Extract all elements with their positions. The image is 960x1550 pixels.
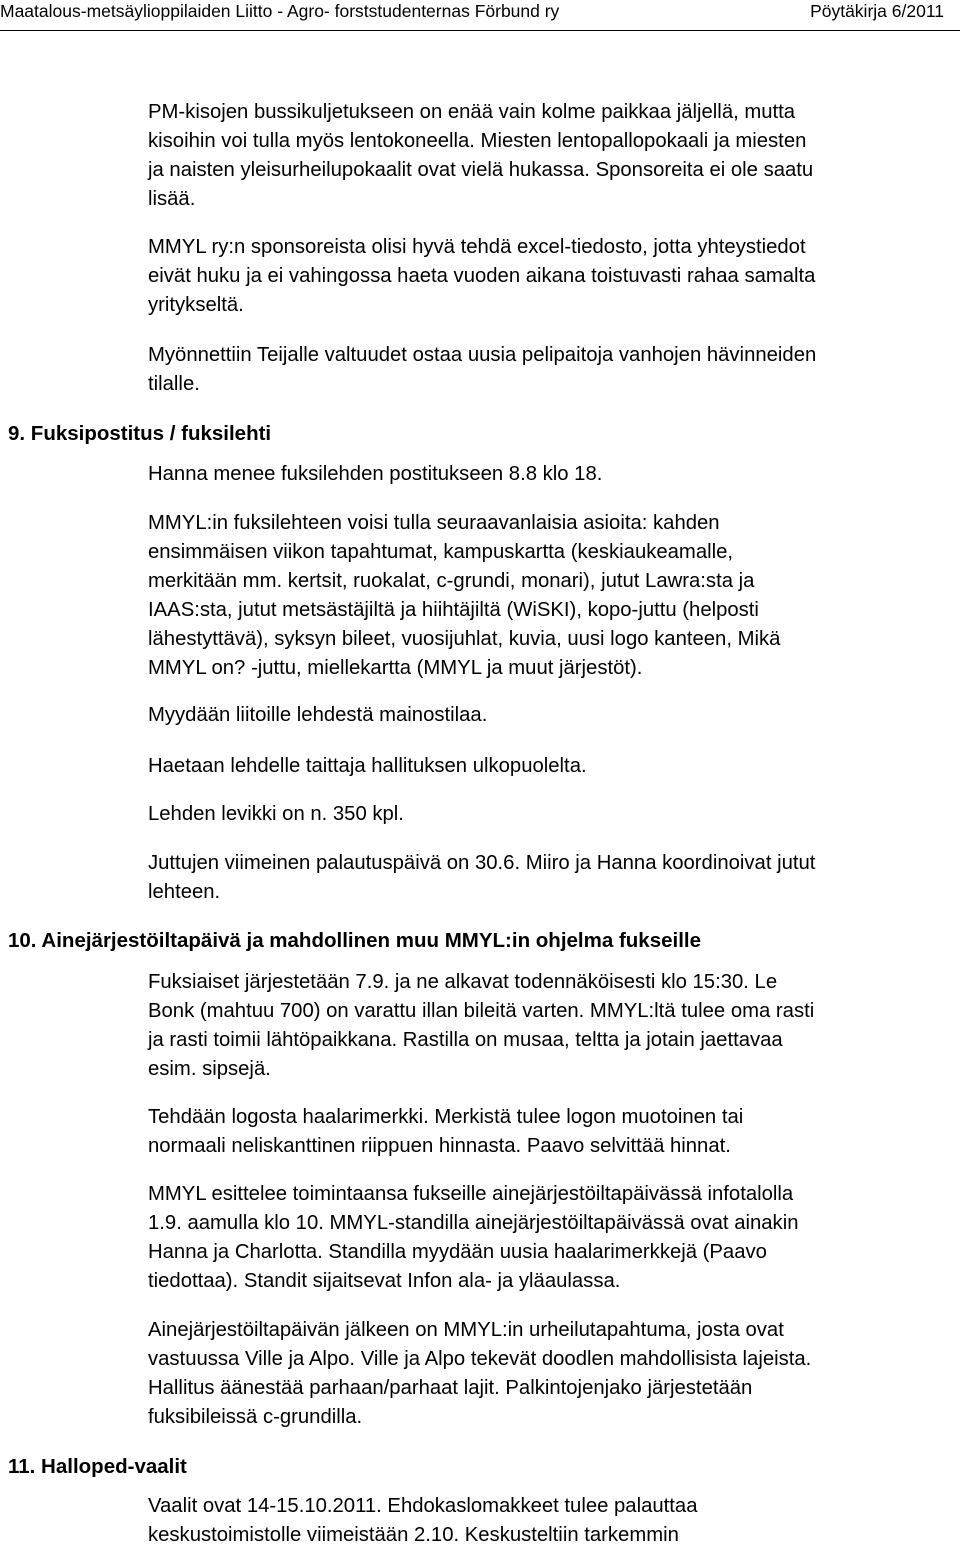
text-line: Hanna menee fuksilehden postitukseen 8.8 klo 18. xyxy=(148,463,603,485)
text-line: IAAS:sta, jutut metsästäjiltä ja hiihtäjiltä (WiSKI), kopo-juttu (helposti xyxy=(148,599,759,621)
text-line: lehteen. xyxy=(148,881,221,903)
paragraph-deadline xyxy=(148,849,960,907)
paragraph-jerseys xyxy=(148,341,960,399)
text-line: ja naisten yleisurheilupokaalit ovat vielä hukassa. Sponsoreita ei ole saatu xyxy=(148,159,814,181)
text-line: tilalle. xyxy=(148,373,200,395)
text-line: Myydään liitoille lehdestä mainostilaa. xyxy=(148,704,488,726)
header-document-ref: Pöytäkirja 6/2011 xyxy=(810,1,944,21)
text-line: Tehdään logosta haalarimerkki. Merkistä tulee logon muotoinen tai xyxy=(148,1106,744,1128)
text-line: kisoihin voi tulla myös lentokoneella. Miesten lentopallopokaali ja miesten xyxy=(148,130,807,152)
paragraph-layout-editor xyxy=(148,752,960,781)
text-line: Hanna ja Charlotta. Standilla myydään uusia haalarimerkkejä (Paavo xyxy=(148,1241,767,1263)
paragraph-sports-event xyxy=(148,1316,960,1432)
section-heading-10: 10. Ainejärjestöiltapäivä ja mahdollinen muu MMYL:in ohjelma fukseille xyxy=(8,929,701,952)
paragraph-magazine-content xyxy=(148,509,960,683)
text-line: tiedottaa). Standit sijaitsevat Infon ala- ja yläaulassa. xyxy=(148,1270,621,1292)
section-heading-9: 9. Fuksipostitus / fuksilehti xyxy=(8,422,272,445)
paragraph-elections xyxy=(148,1492,960,1550)
text-line: Fuksiaiset järjestetään 7.9. ja ne alkavat todennäköisesti klo 15:30. Le xyxy=(148,971,778,993)
text-line: MMYL on? -juttu, miellekartta (MMYL ja muut järjestöt). xyxy=(148,657,643,679)
text-line: Myönnettiin Teijalle valtuudet ostaa uusia pelipaitoja vanhojen hävinneiden xyxy=(148,344,817,366)
text-line: Bonk (mahtuu 700) on varattu illan bileitä varten. MMYL:ltä tulee oma rasti xyxy=(148,1000,815,1022)
text-line: lisää. xyxy=(148,188,196,210)
text-line: normaali neliskanttinen riippuen hinnasta. Paavo selvittää hinnat. xyxy=(148,1135,731,1157)
text-line: esim. sipsejä. xyxy=(148,1058,271,1080)
header-organization: Maatalous-metsäylioppilaiden Liitto - Agro- forststudenternas Förbund ry xyxy=(0,1,560,21)
paragraph-circulation xyxy=(148,800,960,829)
text-line: MMYL ry:n sponsoreista olisi hyvä tehdä excel-tiedosto, jotta yhteystiedot xyxy=(148,236,806,258)
text-line: ja rasti toimii lähtöpaikkana. Rastilla on musaa, teltta ja jotain jaettavaa xyxy=(148,1029,783,1051)
text-line: keskustoimistolle viimeistään 2.10. Keskusteltiin tarkemmin xyxy=(148,1524,679,1546)
text-line: yritykseltä. xyxy=(148,294,244,316)
text-line: Lehden levikki on n. 350 kpl. xyxy=(148,803,404,825)
text-line: fuksibileissä c-grundilla. xyxy=(148,1406,363,1428)
header-divider xyxy=(0,30,960,31)
paragraph-mailing xyxy=(148,460,960,489)
text-line: Ainejärjestöiltapäivän jälkeen on MMYL:in urheilutapahtuma, josta ovat xyxy=(148,1319,784,1341)
text-line: PM-kisojen bussikuljetukseen on enää vain kolme paikkaa jäljellä, mutta xyxy=(148,101,796,123)
paragraph-overall-patch xyxy=(148,1103,960,1161)
paragraph-sponsor-spreadsheet xyxy=(148,233,960,320)
text-line: ensimmäisen viikon tapahtumat, kampuskartta (keskiaukeamalle, xyxy=(148,541,734,563)
page-header xyxy=(0,0,960,38)
paragraph-infotalo xyxy=(148,1180,960,1296)
text-line: Vaalit ovat 14-15.10.2011. Ehdokaslomakkeet tulee palauttaa xyxy=(148,1495,698,1517)
text-line: merkitään mm. kertsit, ruokalat, c-grundi, monari), jutut Lawra:sta ja xyxy=(148,570,755,592)
text-line: MMYL:in fuksilehteen voisi tulla seuraavanlaisia asioita: kahden xyxy=(148,512,720,534)
text-line: vastuussa Ville ja Alpo. Ville ja Alpo tekevät doodlen mahdollisista lajeista. xyxy=(148,1348,812,1370)
text-line: Haetaan lehdelle taittaja hallituksen ulkopuolelta. xyxy=(148,755,587,777)
paragraph-pm-kisat-transport xyxy=(148,98,960,214)
section-heading-11: 11. Halloped-vaalit xyxy=(8,1455,187,1478)
text-line: MMYL esittelee toimintaansa fukseille ainejärjestöiltapäivässä infotalolla xyxy=(148,1183,794,1205)
text-line: Juttujen viimeinen palautuspäivä on 30.6. Miiro ja Hanna koordinoivat jutut xyxy=(148,852,816,874)
text-line: Hallitus äänestää parhaan/parhaat lajit. Palkintojenjako järjestetään xyxy=(148,1377,753,1399)
paragraph-ad-space xyxy=(148,701,960,730)
text-line: 1.9. aamulla klo 10. MMYL-standilla ainejärjestöiltapäivässä ovat ainakin xyxy=(148,1212,799,1234)
text-line: lähestyttävä), syksyn bileet, vuosijuhlat, kuvia, uusi logo kanteen, Mikä xyxy=(148,628,781,650)
text-line: eivät huku ja ei vahingossa haeta vuoden aikana toistuvasti rahaa samalta xyxy=(148,265,816,287)
paragraph-fuksiaiset xyxy=(148,968,960,1084)
